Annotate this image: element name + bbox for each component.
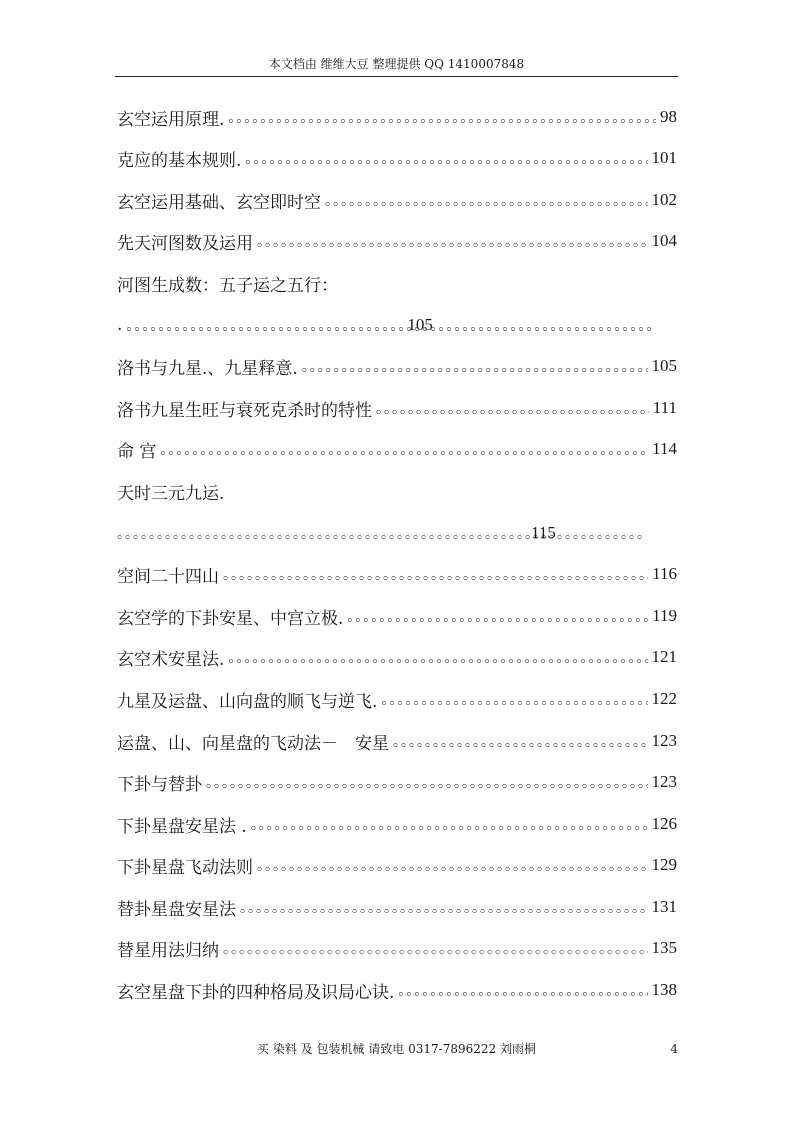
toc-entry-page: 122 bbox=[651, 689, 677, 708]
toc-entry[interactable] bbox=[117, 100, 677, 134]
dot-leader bbox=[206, 772, 648, 792]
toc-entry[interactable] bbox=[117, 474, 677, 508]
toc-entry-title: 河图生成数：五子运之五行： bbox=[117, 275, 338, 296]
dot-leader bbox=[245, 148, 647, 168]
toc-entry-page: 114 bbox=[652, 439, 677, 458]
toc-entry[interactable] bbox=[117, 183, 677, 217]
toc-entry-title: 运盘、山、向星盘的飞动法－ 安星 bbox=[117, 733, 389, 754]
toc-entry[interactable] bbox=[117, 848, 677, 882]
toc-entry[interactable] bbox=[117, 807, 677, 841]
toc-entry-page: 135 bbox=[651, 938, 677, 957]
toc-entry[interactable] bbox=[117, 765, 677, 799]
toc-entry-page: 123 bbox=[651, 772, 677, 791]
dot-leader bbox=[381, 689, 647, 709]
toc-entry-page: 129 bbox=[651, 855, 677, 874]
toc-entry-page: 102 bbox=[651, 190, 677, 209]
toc-entry-title: 玄空运用基础、玄空即时空 bbox=[117, 192, 321, 213]
dot-leader bbox=[398, 980, 647, 1000]
toc-entry[interactable] bbox=[117, 931, 677, 965]
dot-leader bbox=[126, 315, 401, 335]
dot-leader bbox=[393, 731, 648, 751]
toc-entry[interactable] bbox=[117, 432, 677, 466]
page-footer bbox=[115, 1039, 678, 1059]
dot-leader bbox=[325, 190, 648, 210]
toc-entry-page: 101 bbox=[651, 148, 677, 167]
toc-entry-title: 空间二十四山 bbox=[117, 566, 219, 587]
dot-leader bbox=[228, 107, 656, 127]
dot-leader bbox=[223, 564, 648, 584]
toc-entry-title: 天时三元九运. bbox=[117, 483, 225, 504]
toc-entry[interactable] bbox=[117, 349, 677, 383]
toc-entry-page: 123 bbox=[651, 731, 677, 750]
dot-leader bbox=[257, 855, 648, 875]
toc-entry-title: 玄空术安星法. bbox=[117, 649, 225, 670]
toc-entry-title: 克应的基本规则. bbox=[117, 150, 242, 171]
toc-entry[interactable] bbox=[117, 557, 677, 591]
toc-entry-title: 玄空运用原理. bbox=[117, 109, 225, 130]
toc-entry-page: 111 bbox=[652, 398, 677, 417]
toc-entry[interactable] bbox=[117, 141, 677, 175]
toc-entry[interactable] bbox=[117, 599, 677, 633]
toc-entry[interactable] bbox=[117, 308, 433, 342]
toc-entry-title: 九星及运盘、山向盘的顺飞与逆飞. bbox=[117, 691, 378, 712]
toc-entry-title: 替卦星盘安星法 bbox=[117, 899, 236, 920]
toc-entry-title: 下卦星盘飞动法则 bbox=[117, 857, 253, 878]
toc-entry[interactable] bbox=[117, 973, 677, 1007]
dot-leader bbox=[302, 356, 648, 376]
toc-entry-page: 119 bbox=[652, 606, 677, 625]
toc-entry-title: 命 宫 bbox=[117, 441, 157, 462]
toc-entry[interactable] bbox=[117, 890, 677, 924]
page-number: 4 bbox=[670, 1042, 678, 1056]
header-text: 本文档由 维维大豆 整理提供 QQ 1410007848 bbox=[268, 57, 525, 71]
toc-entry-page: 105 bbox=[651, 356, 677, 375]
toc-entry-page: 115 bbox=[531, 523, 556, 542]
page-header bbox=[115, 52, 678, 77]
dot-leader bbox=[228, 647, 647, 667]
toc-entry-page: 105 bbox=[407, 315, 433, 334]
dot-leader bbox=[240, 897, 648, 917]
toc-entry-title: 玄空星盘下卦的四种格局及识局心诀. bbox=[117, 982, 395, 1003]
toc-entry-title: 替星用法归纳 bbox=[117, 940, 219, 961]
toc-entry-page: 131 bbox=[651, 897, 677, 916]
toc-entry-title: . bbox=[117, 315, 123, 335]
toc-entry-page: 116 bbox=[652, 564, 677, 583]
toc-entry-page: 104 bbox=[651, 231, 677, 250]
toc-entry[interactable] bbox=[117, 682, 677, 716]
toc-entry[interactable] bbox=[117, 391, 677, 425]
toc-entry-title: 下卦星盘安星法 . bbox=[117, 816, 247, 837]
dot-leader bbox=[376, 398, 649, 418]
toc-entry[interactable] bbox=[117, 640, 677, 674]
dot-leader bbox=[160, 439, 648, 459]
toc-entry-title: 玄空学的下卦安星、中宫立极. bbox=[117, 608, 344, 629]
dot-leader bbox=[223, 938, 648, 958]
toc-entry-page: 138 bbox=[651, 980, 677, 999]
toc-entry[interactable] bbox=[117, 516, 556, 550]
toc-entry-title: 下卦与替卦 bbox=[117, 774, 202, 795]
footer-text: 买 染料 及 包装机械 请致电 0317-7896222 刘雨桐 bbox=[257, 1042, 536, 1056]
toc-entry[interactable] bbox=[117, 266, 677, 300]
toc-entry-title: 洛书九星生旺与衰死克杀时的特性 bbox=[117, 400, 372, 421]
toc-entry-page: 121 bbox=[651, 647, 677, 666]
toc-entry-title: 先天河图数及运用 bbox=[117, 233, 253, 254]
toc-entry[interactable] bbox=[117, 724, 677, 758]
dot-leader bbox=[257, 231, 648, 251]
toc-entry[interactable] bbox=[117, 224, 677, 258]
dot-leader bbox=[117, 523, 525, 543]
dot-leader bbox=[347, 606, 648, 626]
toc-entry-title: 洛书与九星.、九星释意. bbox=[117, 358, 298, 379]
toc-entry-page: 98 bbox=[660, 107, 677, 126]
dot-leader bbox=[251, 814, 648, 834]
toc-entry-page: 126 bbox=[651, 814, 677, 833]
